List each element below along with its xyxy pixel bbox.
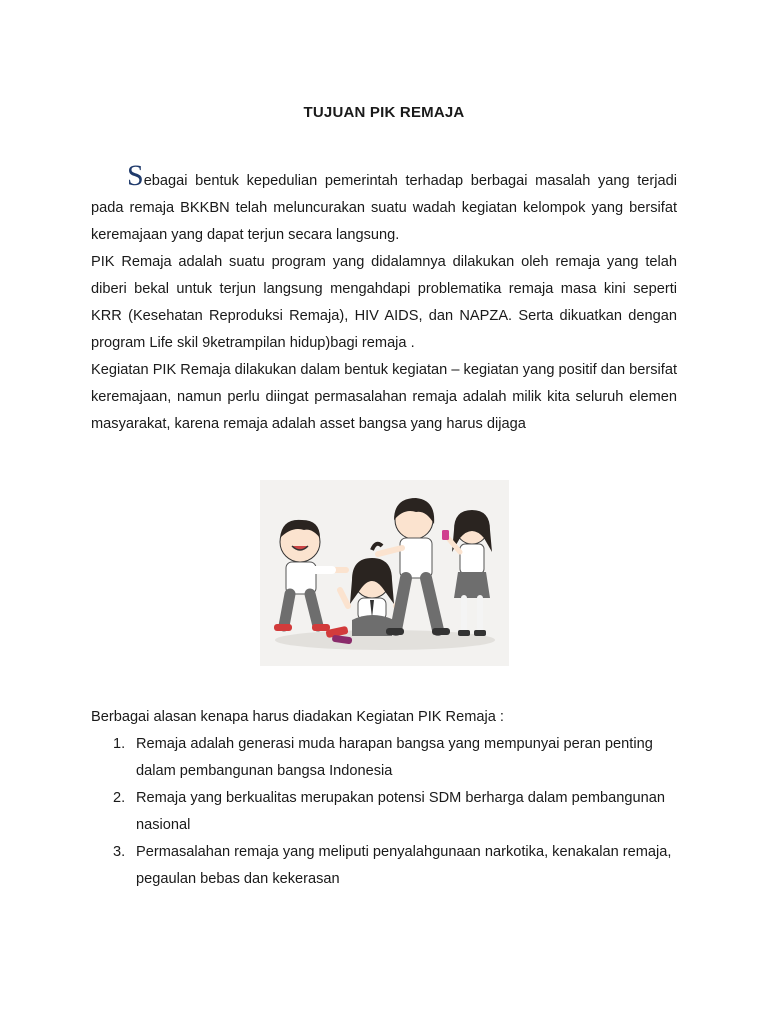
list-item-number: 3. xyxy=(113,844,126,860)
list-item xyxy=(91,731,681,785)
list-item-number: 2. xyxy=(113,790,126,806)
reasons-heading: Berbagai alasan kenapa harus diadakan Kegiatan PIK Remaja : xyxy=(91,709,504,725)
cartoon-students-icon xyxy=(260,480,509,666)
list-item-text: Permasalahan remaja yang meliputi penyalahgunaan narkotika, kenakalan remaja, pegaulan bebas dan kekerasan xyxy=(136,844,672,887)
intro-paragraph-3: Kegiatan PIK Remaja dilakukan dalam bentuk kegiatan – kegiatan yang positif dan bersifat keremajaan, namun perlu diingat permasalahan remaja adalah milik kita seluruh elemen masyarakat, karena remaja adalah asset bangsa yang harus dijaga xyxy=(91,362,677,432)
reasons-section xyxy=(91,704,681,893)
intro-paragraph-2: PIK Remaja adalah suatu program yang didalamnya dilakukan oleh remaja yang telah diberi bekal untuk terjun langsung mengahdapi problematika remaja masa kini seperti KRR (Kesehatan Reproduksi Remaja), HIV AIDS, dan NAPZA. Serta dikuatkan dengan program Life skil 9ketrampilan hidup)bagi remaja . xyxy=(91,254,677,351)
list-item xyxy=(91,839,681,893)
page-title: TUJUAN PIK REMAJA xyxy=(303,104,465,121)
list-item xyxy=(91,785,681,839)
list-item-number: 1. xyxy=(113,736,126,752)
intro-paragraph-1 xyxy=(91,159,677,249)
intro-section xyxy=(91,159,677,438)
students-illustration xyxy=(260,480,509,666)
reasons-list xyxy=(91,731,681,893)
list-item-text: Remaja yang berkualitas merupakan potensi SDM berharga dalam pembangunan nasional xyxy=(136,790,665,833)
list-item-text: Remaja adalah generasi muda harapan bangsa yang mempunyai peran penting dalam pembangunan bangsa Indonesia xyxy=(136,736,653,779)
student-boy-left xyxy=(274,520,346,631)
drop-cap: S xyxy=(127,159,144,192)
student-girl-right xyxy=(442,510,492,636)
intro-paragraph-1-text: ebagai bentuk kepedulian pemerintah terhadap berbagai masalah yang terjadi pada remaja BKKBN telah meluncurakan suatu wadah kegiatan kelompok yang bersifat keremajaan yang dapat terjun secara langsung. xyxy=(91,173,677,243)
